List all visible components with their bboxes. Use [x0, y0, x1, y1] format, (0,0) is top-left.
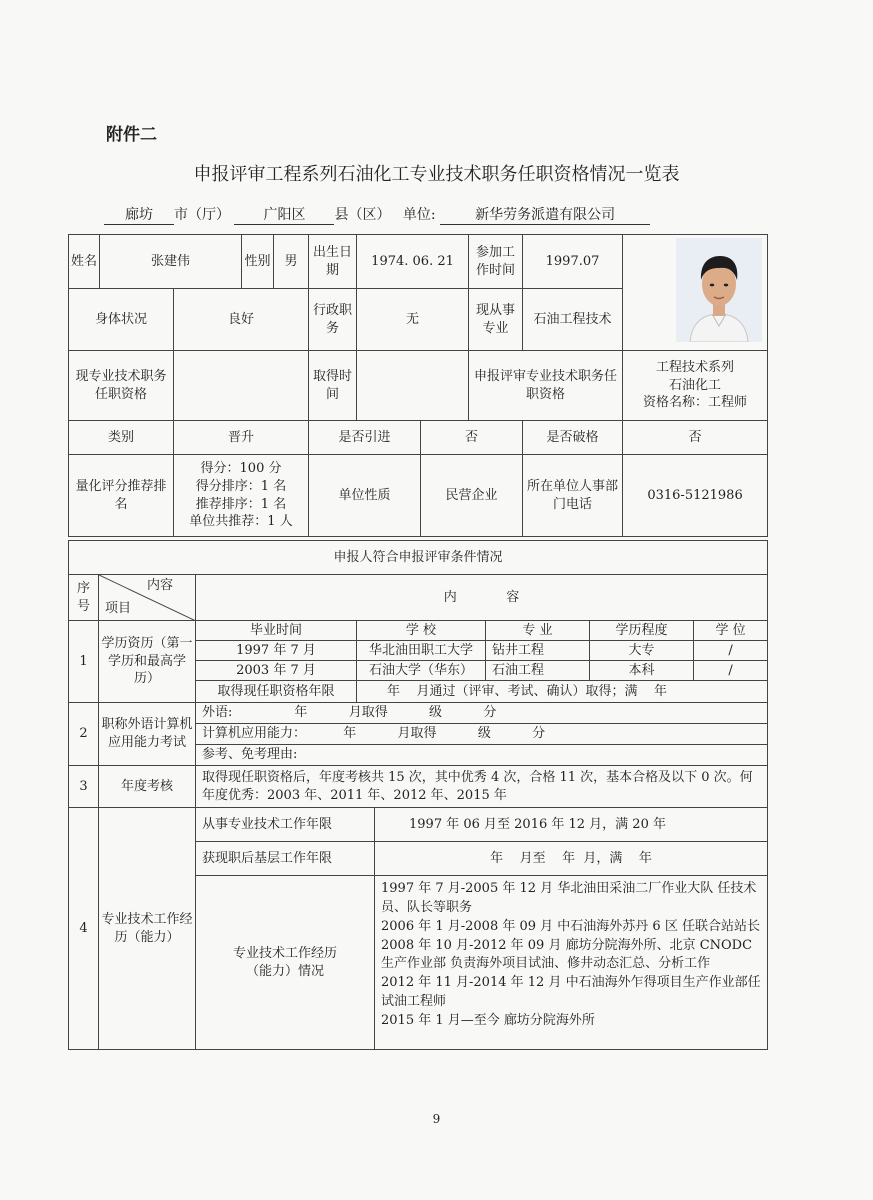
exp-detail-label: 专业技术工作经历（能力）情况 — [196, 876, 375, 1050]
apply-title-label: 申报评审专业技术职务任职资格 — [469, 351, 623, 421]
annual-seq: 3 — [69, 766, 99, 808]
edu-row-2-major: 石油工程 — [486, 661, 590, 681]
base-years-text: 年 月至 年 月，满 年 — [375, 842, 768, 876]
category-value: 晋升 — [174, 421, 309, 455]
edu-row-1-level: 大专 — [590, 641, 694, 661]
exp-years-text: 1997 年 06 月至 2016 年 12 月，满 20 年 — [375, 808, 768, 842]
exp-years-label: 从事专业技术工作年限 — [196, 808, 375, 842]
score-line-2: 得分排序：1 名 — [195, 478, 287, 494]
applicant-photo — [676, 238, 762, 342]
item-content-diagonal-header — [99, 575, 196, 621]
district-value: 广阳区 — [234, 204, 334, 225]
health-label: 身体状况 — [69, 289, 174, 351]
exam-seq: 2 — [69, 703, 99, 766]
edu-label: 学历资历（第一学历和最高学历） — [99, 621, 196, 703]
exp-line-2: 2006 年 1 月-2008 年 09 月 中石油海外苏丹 6 区 任联合站站长 — [381, 918, 760, 934]
edu-row-1-degree: / — [694, 641, 768, 661]
unit-nature-label: 单位性质 — [309, 455, 421, 537]
apply-title-line-2: 石油化工 — [669, 377, 722, 393]
obtain-time-label: 取得时间 — [309, 351, 357, 421]
health-value: 良好 — [174, 289, 309, 351]
score-line-3: 推荐排序：1 名 — [195, 496, 287, 512]
unit-value: 新华劳务派遣有限公司 — [440, 204, 650, 225]
exp-line-4: 2012 年 11 月-2014 年 12 月 中石油海外乍得项目生产作业部任试油工程师 — [381, 975, 761, 1010]
hr-phone-label: 所在单位人事部门电话 — [523, 455, 623, 537]
conditions-header: 申报人符合申报评审条件情况 — [69, 541, 768, 575]
work-start-label: 参加工作时间 — [469, 235, 523, 289]
category-label: 类别 — [69, 421, 174, 455]
score-label: 量化评分推荐排名 — [69, 455, 174, 537]
content-header: 内 容 — [196, 575, 768, 621]
exp-line-1: 1997 年 7 月-2005 年 12 月 华北油田采油二厂作业大队 任技术员、队长等职务 — [381, 881, 757, 915]
obtain-time-value — [357, 351, 469, 421]
birth-value: 1974. 06. 21 — [357, 235, 469, 289]
unit-nature-value: 民营企业 — [421, 455, 523, 537]
current-major-label: 现从事专业 — [469, 289, 523, 351]
score-value — [174, 455, 309, 537]
exam-label: 职称外语计算机应用能力考试 — [99, 703, 196, 766]
exp-detail — [375, 876, 768, 1050]
computer-row: 计算机应用能力： 年 月取得 级 分 — [196, 724, 768, 745]
current-title-value — [174, 351, 309, 421]
city-suffix: 市（厅） — [174, 207, 230, 223]
base-years-label: 获现职后基层工作年限 — [196, 842, 375, 876]
gender-value: 男 — [274, 235, 309, 289]
item-corner-label: 项目 — [105, 601, 132, 617]
edu-row-1-school: 华北油田职工大学 — [357, 641, 486, 661]
exp-line-3: 2008 年 10 月-2012 年 09 月 廊坊分院海外所、北京 CNODC 生产作业部 负责海外项目试油、修井动态汇总、分析工作 — [381, 937, 753, 972]
birth-label: 出生日期 — [309, 235, 357, 289]
qual-years-text: 年 月通过（评审、考试、确认）取得；满 年 — [357, 681, 768, 703]
apply-title-value — [623, 351, 768, 421]
edu-header-major: 专 业 — [486, 621, 590, 641]
seq-header: 序号 — [69, 575, 99, 621]
gender-label: 性别 — [242, 235, 274, 289]
work-start-value: 1997.07 — [523, 235, 623, 289]
current-major-value: 石油工程技术 — [523, 289, 623, 351]
apply-title-line-3: 资格名称：工程师 — [643, 395, 748, 411]
edu-row-1-time: 1997 年 7 月 — [196, 641, 357, 661]
edu-row-1-major: 钻井工程 — [486, 641, 590, 661]
annual-text: 取得现任职资格后，年度考核共 15 次，其中优秀 4 次，合格 11 次，基本合格及以下 0 次。何年度优秀：2003 年、2011 年、2012 年、2015 年 — [196, 766, 768, 808]
attachment-label: 附件二 — [106, 125, 157, 145]
district-suffix: 县（区） — [334, 207, 391, 223]
name-label: 姓名 — [69, 235, 100, 289]
current-title-label: 现专业技术职务任职资格 — [69, 351, 174, 421]
exempt-reason-row: 参考、免考理由: — [196, 745, 768, 766]
introduced-label: 是否引进 — [309, 421, 421, 455]
content-corner-label: 内容 — [146, 578, 173, 593]
exp-label: 专业技术工作经历（能力） — [99, 808, 196, 1050]
conditions-table — [68, 540, 768, 1050]
edu-row-2-school: 石油大学（华东） — [357, 661, 486, 681]
exp-line-5: 2015 年 1 月—至今 廊坊分院海外所 — [381, 1012, 595, 1028]
edu-seq: 1 — [69, 621, 99, 703]
page-title: 申报评审工程系列石油化工专业技术职务任职资格情况一览表 — [193, 164, 680, 185]
exceptional-value: 否 — [623, 421, 768, 455]
edu-header-grad-time: 毕业时间 — [196, 621, 357, 641]
name-value: 张建伟 — [100, 235, 242, 289]
admin-label: 行政职务 — [309, 289, 357, 351]
hr-phone-value: 0316-5121986 — [623, 455, 768, 537]
edu-row-2-time: 2003 年 7 月 — [196, 661, 357, 681]
unit-label: 单位: — [402, 207, 436, 223]
edu-header-level: 学历程度 — [590, 621, 694, 641]
qual-years-label: 取得现任职资格年限 — [196, 681, 357, 703]
score-line-4: 单位共推荐：1 人 — [189, 514, 293, 530]
admin-value: 无 — [357, 289, 469, 351]
edu-header-school: 学 校 — [357, 621, 486, 641]
page-number: 9 — [432, 1112, 441, 1126]
exp-seq: 4 — [69, 808, 99, 1050]
apply-title-line-1: 工程技术系列 — [656, 360, 735, 376]
exceptional-label: 是否破格 — [523, 421, 623, 455]
foreign-language-row: 外语: 年 月取得 级 分 — [196, 703, 768, 724]
edu-row-2-degree: / — [694, 661, 768, 681]
score-line-1: 得分：100 分 — [200, 461, 282, 477]
edu-row-2-level: 本科 — [590, 661, 694, 681]
city-value: 廊坊 — [104, 204, 174, 225]
edu-header-degree: 学 位 — [694, 621, 768, 641]
basic-info-table — [68, 234, 768, 537]
annual-label: 年度考核 — [99, 766, 196, 808]
unit-line — [104, 204, 650, 225]
introduced-value: 否 — [421, 421, 523, 455]
